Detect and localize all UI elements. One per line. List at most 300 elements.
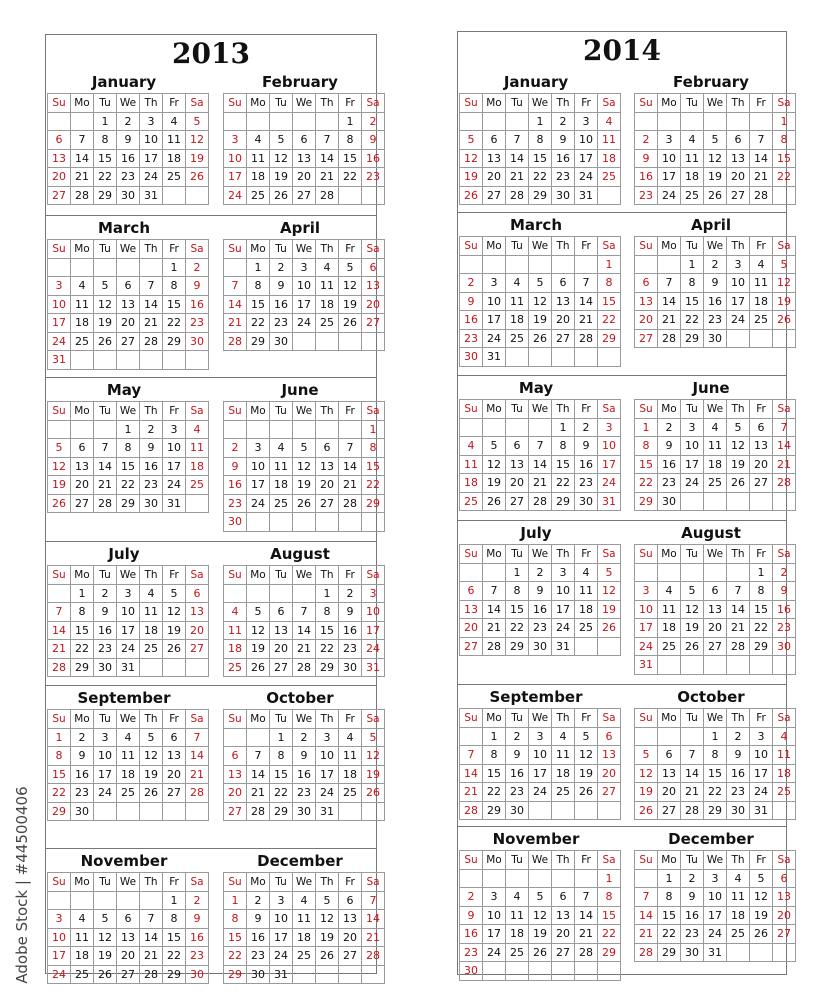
weekday-header: Sa	[362, 566, 385, 585]
day-cell: 12	[293, 457, 316, 476]
weekday-header: Sa	[773, 851, 796, 870]
empty-cell	[270, 112, 293, 131]
day-cell: 26	[339, 314, 362, 333]
section-divider	[46, 215, 376, 216]
week-row	[48, 658, 209, 677]
weekday-header: Tu	[506, 709, 529, 728]
day-cell: 24	[270, 947, 293, 966]
day-cell: 7	[727, 582, 750, 601]
day-cell: 28	[140, 332, 163, 351]
day-cell: 31	[575, 186, 598, 205]
section-divider	[458, 520, 786, 521]
day-cell: 3	[704, 869, 727, 888]
week-row	[224, 168, 385, 187]
day-cell: 28	[773, 474, 796, 493]
empty-cell	[94, 420, 117, 439]
day-cell: 26	[247, 658, 270, 677]
day-cell: 2	[117, 112, 140, 131]
empty-cell	[575, 255, 598, 274]
day-cell: 27	[293, 186, 316, 205]
day-cell: 14	[575, 292, 598, 311]
day-cell: 22	[339, 168, 362, 187]
day-cell: 16	[293, 765, 316, 784]
day-cell: 23	[71, 784, 94, 803]
day-cell: 2	[552, 112, 575, 131]
day-cell: 17	[658, 168, 681, 187]
day-cell: 22	[117, 476, 140, 495]
day-cell: 22	[658, 925, 681, 944]
day-cell: 4	[704, 418, 727, 437]
day-cell: 13	[117, 928, 140, 947]
week-row	[460, 801, 621, 820]
day-cell: 14	[71, 149, 94, 168]
day-cell: 21	[529, 474, 552, 493]
day-cell: 28	[635, 943, 658, 962]
day-cell: 21	[339, 476, 362, 495]
week-row	[460, 474, 621, 493]
empty-cell	[727, 563, 750, 582]
day-cell: 5	[727, 418, 750, 437]
empty-cell	[658, 656, 681, 675]
weekday-header: Fr	[339, 710, 362, 729]
day-cell: 2	[773, 563, 796, 582]
week-row	[635, 255, 796, 274]
day-cell: 21	[48, 640, 71, 659]
day-cell: 18	[750, 292, 773, 311]
day-cell: 9	[658, 437, 681, 456]
day-cell: 7	[575, 274, 598, 293]
week-row	[635, 474, 796, 493]
day-cell: 14	[339, 457, 362, 476]
weekday-header: Th	[140, 240, 163, 259]
empty-cell	[362, 186, 385, 205]
day-cell: 22	[247, 314, 270, 333]
week-row	[48, 351, 209, 370]
weekday-header: Tu	[94, 873, 117, 892]
day-cell: 30	[247, 965, 270, 984]
empty-cell	[658, 255, 681, 274]
day-cell: 6	[552, 888, 575, 907]
day-cell: 5	[163, 584, 186, 603]
section-divider	[46, 685, 376, 686]
empty-cell	[773, 801, 796, 820]
week-row	[460, 869, 621, 888]
day-cell: 12	[140, 747, 163, 766]
day-cell: 4	[224, 603, 247, 622]
day-cell: 13	[658, 764, 681, 783]
day-cell: 16	[247, 928, 270, 947]
empty-cell	[163, 351, 186, 370]
day-cell: 31	[163, 494, 186, 513]
week-row	[635, 656, 796, 675]
empty-cell	[140, 802, 163, 821]
day-cell: 18	[598, 149, 621, 168]
month-grid	[634, 708, 796, 820]
empty-cell	[362, 513, 385, 532]
weekday-header: Fr	[575, 851, 598, 870]
day-cell: 12	[750, 888, 773, 907]
weekday-header: Mo	[247, 402, 270, 421]
day-cell: 14	[575, 906, 598, 925]
week-row	[460, 255, 621, 274]
day-cell: 24	[681, 474, 704, 493]
month-september	[459, 686, 616, 817]
week-row	[224, 947, 385, 966]
day-cell: 30	[339, 658, 362, 677]
day-cell: 20	[71, 476, 94, 495]
day-cell: 5	[293, 439, 316, 458]
day-cell: 3	[552, 563, 575, 582]
day-cell: 20	[316, 476, 339, 495]
weekday-header: Tu	[681, 851, 704, 870]
day-cell: 25	[506, 329, 529, 348]
watermark-text: Adobe Stock | #44500406	[13, 786, 31, 984]
day-cell: 14	[773, 437, 796, 456]
day-cell: 7	[94, 439, 117, 458]
day-cell: 19	[186, 149, 209, 168]
day-cell: 23	[270, 314, 293, 333]
day-cell: 26	[483, 492, 506, 511]
day-cell: 13	[71, 457, 94, 476]
month-january	[47, 71, 204, 202]
day-cell: 25	[552, 783, 575, 802]
day-cell: 31	[552, 637, 575, 656]
weekday-header: Mo	[658, 237, 681, 256]
empty-cell	[163, 186, 186, 205]
empty-cell	[316, 965, 339, 984]
day-cell: 16	[681, 906, 704, 925]
day-cell: 3	[163, 420, 186, 439]
day-cell: 13	[552, 906, 575, 925]
day-cell: 11	[506, 906, 529, 925]
empty-cell	[750, 492, 773, 511]
day-cell: 23	[704, 311, 727, 330]
day-cell: 14	[750, 149, 773, 168]
day-cell: 1	[316, 584, 339, 603]
day-cell: 26	[529, 943, 552, 962]
calendar-2013	[45, 34, 380, 981]
day-cell: 22	[773, 168, 796, 187]
day-cell: 5	[635, 746, 658, 765]
weekday-header: Sa	[186, 873, 209, 892]
day-cell: 20	[224, 784, 247, 803]
day-cell: 12	[186, 131, 209, 150]
day-cell: 29	[270, 802, 293, 821]
week-row	[460, 764, 621, 783]
day-cell: 19	[681, 619, 704, 638]
day-cell: 1	[163, 258, 186, 277]
empty-cell	[704, 656, 727, 675]
weekday-header: Fr	[339, 94, 362, 113]
day-cell: 22	[270, 784, 293, 803]
day-cell: 19	[316, 928, 339, 947]
empty-cell	[727, 656, 750, 675]
day-cell: 11	[316, 277, 339, 296]
day-cell: 3	[362, 584, 385, 603]
day-cell: 9	[94, 603, 117, 622]
day-cell: 8	[598, 274, 621, 293]
empty-cell	[575, 348, 598, 367]
day-cell: 28	[362, 947, 385, 966]
empty-cell	[339, 332, 362, 351]
day-cell: 31	[270, 965, 293, 984]
day-cell: 14	[529, 455, 552, 474]
day-cell: 24	[48, 332, 71, 351]
day-cell: 11	[575, 582, 598, 601]
day-cell: 22	[529, 168, 552, 187]
week-row	[224, 765, 385, 784]
day-cell: 20	[506, 474, 529, 493]
month-name: October	[266, 689, 334, 707]
day-cell: 5	[94, 277, 117, 296]
day-cell: 7	[658, 274, 681, 293]
empty-cell	[750, 329, 773, 348]
day-cell: 13	[483, 149, 506, 168]
day-cell: 12	[727, 437, 750, 456]
day-cell: 17	[750, 764, 773, 783]
day-cell: 11	[704, 437, 727, 456]
weekday-header: We	[117, 566, 140, 585]
empty-cell	[224, 258, 247, 277]
day-cell: 2	[270, 258, 293, 277]
day-cell: 5	[94, 910, 117, 929]
month-july	[47, 543, 204, 674]
day-cell: 23	[186, 314, 209, 333]
day-cell: 21	[247, 784, 270, 803]
weekday-header: Su	[460, 237, 483, 256]
day-cell: 12	[635, 764, 658, 783]
day-cell: 9	[506, 746, 529, 765]
day-cell: 22	[224, 947, 247, 966]
day-cell: 26	[48, 494, 71, 513]
week-row	[635, 292, 796, 311]
day-cell: 11	[552, 746, 575, 765]
day-cell: 21	[575, 925, 598, 944]
day-cell: 26	[94, 332, 117, 351]
empty-cell	[117, 802, 140, 821]
day-cell: 10	[140, 131, 163, 150]
day-cell: 8	[270, 747, 293, 766]
empty-cell	[750, 943, 773, 962]
week-row	[48, 149, 209, 168]
month-grid	[459, 399, 621, 511]
month-december	[634, 828, 791, 959]
month-name: June	[692, 379, 730, 397]
weekday-header: We	[293, 94, 316, 113]
weekday-header: Fr	[750, 94, 773, 113]
month-july	[459, 522, 616, 653]
day-cell: 18	[681, 168, 704, 187]
day-cell: 29	[483, 801, 506, 820]
day-cell: 29	[247, 332, 270, 351]
day-cell: 2	[186, 891, 209, 910]
week-row	[635, 727, 796, 746]
day-cell: 24	[163, 476, 186, 495]
week-row	[460, 131, 621, 150]
day-cell: 17	[575, 149, 598, 168]
day-cell: 10	[598, 437, 621, 456]
day-cell: 10	[117, 603, 140, 622]
month-name: December	[668, 830, 754, 848]
empty-cell	[635, 255, 658, 274]
day-cell: 8	[704, 746, 727, 765]
empty-cell	[635, 563, 658, 582]
weekday-header: Tu	[681, 94, 704, 113]
week-row	[635, 186, 796, 205]
day-cell: 21	[316, 168, 339, 187]
section-divider	[46, 377, 376, 378]
weekday-header: Fr	[575, 400, 598, 419]
weekday-header: Th	[140, 402, 163, 421]
empty-cell	[140, 258, 163, 277]
weekday-header: Tu	[270, 94, 293, 113]
day-cell: 26	[529, 329, 552, 348]
empty-cell	[727, 329, 750, 348]
day-cell: 19	[529, 311, 552, 330]
empty-cell	[293, 965, 316, 984]
month-grid	[634, 544, 796, 675]
empty-cell	[48, 584, 71, 603]
empty-cell	[140, 351, 163, 370]
month-january	[459, 71, 616, 202]
day-cell: 5	[704, 131, 727, 150]
day-cell: 1	[270, 728, 293, 747]
day-cell: 9	[727, 746, 750, 765]
day-cell: 24	[362, 640, 385, 659]
empty-cell	[270, 420, 293, 439]
weekday-header: Fr	[163, 240, 186, 259]
weekday-header: Fr	[339, 873, 362, 892]
day-cell: 27	[224, 802, 247, 821]
day-cell: 6	[163, 728, 186, 747]
day-cell: 7	[750, 131, 773, 150]
year-title: 2014	[583, 34, 661, 67]
month-grid	[459, 236, 621, 367]
empty-cell	[529, 418, 552, 437]
day-cell: 4	[658, 582, 681, 601]
empty-cell	[270, 513, 293, 532]
day-cell: 25	[575, 619, 598, 638]
week-row	[224, 439, 385, 458]
day-cell: 19	[635, 783, 658, 802]
day-cell: 25	[460, 492, 483, 511]
day-cell: 18	[117, 765, 140, 784]
day-cell: 15	[483, 764, 506, 783]
day-cell: 12	[773, 274, 796, 293]
weekday-header: Th	[140, 566, 163, 585]
day-cell: 15	[704, 764, 727, 783]
day-cell: 14	[247, 765, 270, 784]
day-cell: 5	[186, 112, 209, 131]
day-cell: 8	[635, 437, 658, 456]
day-cell: 6	[483, 131, 506, 150]
month-grid	[459, 93, 621, 205]
weekday-header: Mo	[71, 94, 94, 113]
day-cell: 9	[552, 131, 575, 150]
weekday-header: Su	[224, 710, 247, 729]
day-cell: 28	[186, 784, 209, 803]
weekday-header: Fr	[163, 566, 186, 585]
weekday-header: We	[117, 710, 140, 729]
day-cell: 25	[293, 947, 316, 966]
weekday-header: Sa	[773, 400, 796, 419]
day-cell: 9	[460, 292, 483, 311]
empty-cell	[704, 492, 727, 511]
day-cell: 5	[339, 258, 362, 277]
day-cell: 23	[506, 783, 529, 802]
day-cell: 15	[635, 455, 658, 474]
day-cell: 18	[186, 457, 209, 476]
day-cell: 30	[681, 943, 704, 962]
empty-cell	[750, 112, 773, 131]
empty-cell	[483, 255, 506, 274]
day-cell: 21	[773, 455, 796, 474]
week-row	[635, 149, 796, 168]
empty-cell	[598, 637, 621, 656]
day-cell: 16	[635, 168, 658, 187]
weekday-header: Sa	[773, 237, 796, 256]
day-cell: 21	[224, 314, 247, 333]
week-row	[635, 764, 796, 783]
day-cell: 16	[186, 295, 209, 314]
week-row	[48, 584, 209, 603]
day-cell: 23	[339, 640, 362, 659]
week-row	[460, 727, 621, 746]
day-cell: 20	[552, 311, 575, 330]
weekday-header: Fr	[750, 237, 773, 256]
weekday-header: Su	[460, 851, 483, 870]
month-grid	[223, 93, 385, 205]
week-row	[460, 418, 621, 437]
day-cell: 24	[658, 186, 681, 205]
day-cell: 3	[635, 582, 658, 601]
day-cell: 18	[658, 619, 681, 638]
week-row	[635, 437, 796, 456]
day-cell: 17	[117, 621, 140, 640]
day-cell: 5	[362, 728, 385, 747]
day-cell: 24	[94, 784, 117, 803]
month-june	[223, 379, 380, 529]
day-cell: 30	[552, 186, 575, 205]
weekday-header-row	[635, 851, 796, 870]
day-cell: 14	[460, 764, 483, 783]
day-cell: 10	[483, 292, 506, 311]
empty-cell	[460, 727, 483, 746]
day-cell: 26	[293, 494, 316, 513]
weekday-header: We	[117, 873, 140, 892]
weekday-header: Tu	[94, 94, 117, 113]
day-cell: 15	[529, 149, 552, 168]
day-cell: 4	[339, 728, 362, 747]
day-cell: 7	[140, 277, 163, 296]
week-row	[635, 274, 796, 293]
day-cell: 28	[339, 494, 362, 513]
empty-cell	[339, 420, 362, 439]
day-cell: 26	[598, 619, 621, 638]
weekday-header-row	[460, 709, 621, 728]
day-cell: 8	[483, 746, 506, 765]
week-row	[224, 420, 385, 439]
week-row	[224, 457, 385, 476]
week-row	[224, 277, 385, 296]
day-cell: 4	[727, 869, 750, 888]
day-cell: 18	[71, 947, 94, 966]
empty-cell	[658, 112, 681, 131]
day-cell: 21	[94, 476, 117, 495]
day-cell: 5	[140, 728, 163, 747]
week-row	[48, 728, 209, 747]
day-cell: 11	[727, 888, 750, 907]
